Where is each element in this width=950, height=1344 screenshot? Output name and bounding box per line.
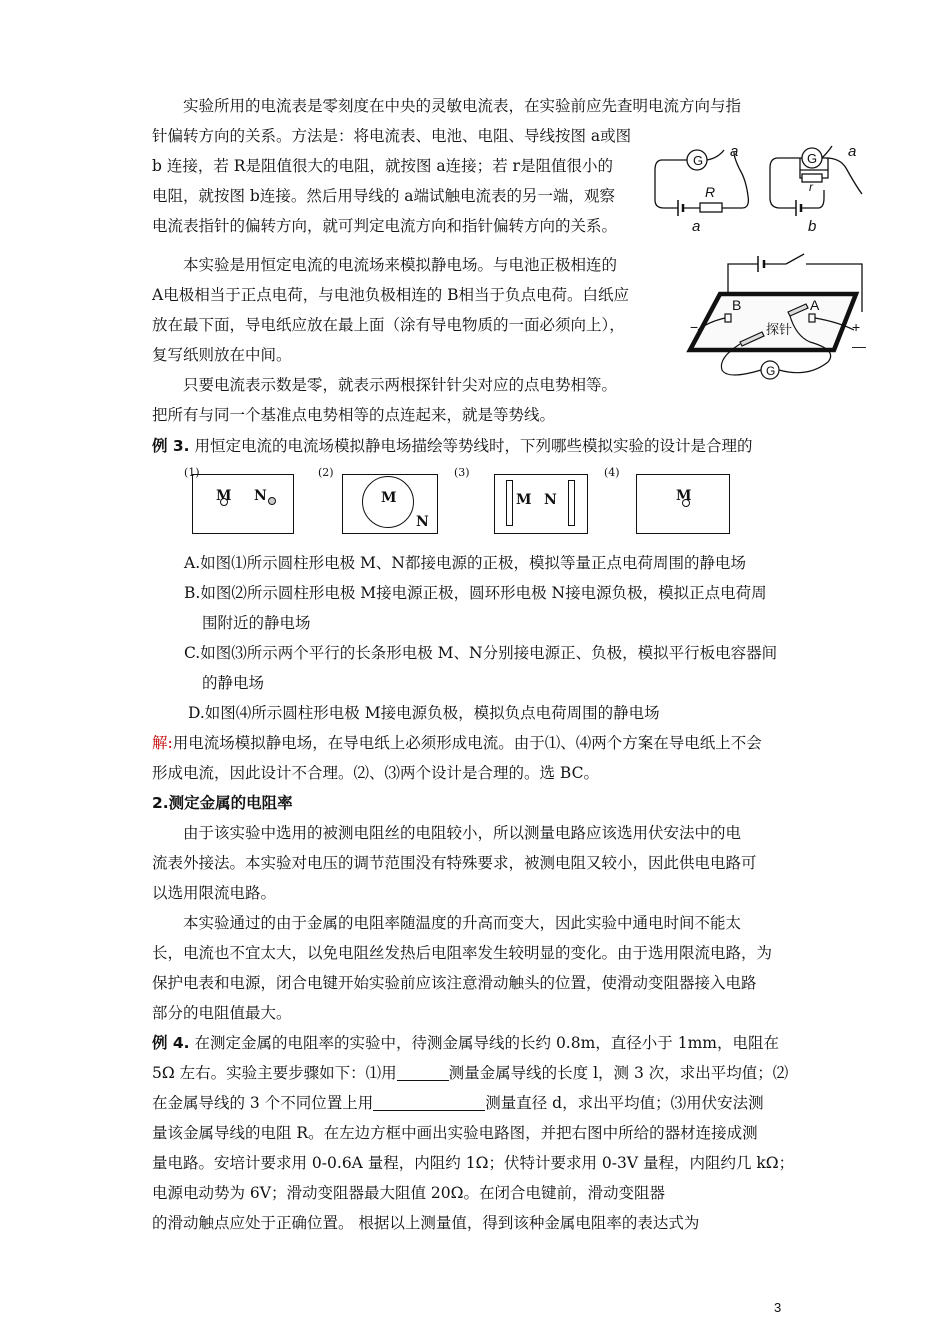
solution-label: 解: xyxy=(152,734,173,752)
text-line: 针偏转方向的关系。方法是：将电流表、电池、电阻、导线按图 a或图 xyxy=(152,127,632,145)
example3-question-text: 用恒定电流的电流场模拟静电场描绘等势线时，下列哪些模拟实验的设计是合理的 xyxy=(194,437,753,455)
figure-number: (4) xyxy=(604,466,620,479)
text-line: 放在最下面，导电纸应放在最上面（涂有导电物质的一面必须向上）， xyxy=(152,316,625,334)
electrode-n: N xyxy=(416,514,429,530)
example4-number: 例 4. xyxy=(152,1034,190,1052)
equipotential-setup-diagram xyxy=(678,250,878,390)
minus-label: — xyxy=(852,338,866,354)
text-line: b 连接，若 R是阻值很大的电阻，就按图 a连接；若 r是阻值很小的 xyxy=(152,157,613,175)
example4-line6: 电源电动势为 6V；滑动变阻器最大阻值 20Ω。在闭合电键前，滑动变阻器 xyxy=(152,1184,665,1202)
text-line: A电极相当于正点电荷，与电池负极相连的 B相当于负点电荷。白纸应 xyxy=(152,286,630,304)
example3-number: 例 3. xyxy=(152,437,190,455)
text-line: 电流表指针的偏转方向，就可判定电流方向和指针偏转方向的关系。 xyxy=(152,217,618,235)
text-line: 本实验通过的由于金属的电阻率随温度的升高而变大，因此实验中通电时间不能太 xyxy=(183,914,742,932)
plus-label: + xyxy=(852,319,861,335)
g-label-b: G xyxy=(807,151,818,166)
text-line: 保护电表和电源，闭合电键开始实验前应该注意滑动触头的位置，使滑动变阻器接入电路 xyxy=(152,974,757,992)
answer-blank-2[interactable] xyxy=(373,1092,485,1111)
electrode-m-dot xyxy=(220,498,228,506)
text-line: 长，电流也不宜太大，以免电阻丝发热后电阻率发生较明显的变化。由于选用限流电路，为 xyxy=(152,944,773,962)
text-line: 把所有与同一个基准点电势相等的点连起来，就是等势线。 xyxy=(152,406,556,424)
option-b-line1: B.如图⑵所示圆柱形电极 M接电源正极，圆环形电极 N接电源负极，模拟正点电荷周 xyxy=(184,584,767,602)
r-label-big: R xyxy=(705,184,716,200)
text-line: 实验所用的电流表是零刻度在中央的灵敏电流表，在实验前应先查明电流方向与指 xyxy=(183,97,742,115)
text-line: 以选用限流电路。 xyxy=(152,884,277,902)
section2 xyxy=(152,788,800,1028)
option-b-line2: 围附近的静电场 xyxy=(202,614,311,632)
electrode-b-label: B xyxy=(732,297,742,313)
field-simulation-paragraph xyxy=(152,250,664,400)
option-a: A.如图⑴所示圆柱形电极 M、N都接电源的正极，模拟等量正点电荷周围的静电场 xyxy=(184,554,746,572)
example4-line5: 量电路。安培计要求用 0-0.6A 量程，内阻约 1Ω；伏特计要求用 0-3V 量程，内阻约几 kΩ； xyxy=(152,1154,795,1172)
figure-number: (3) xyxy=(454,466,470,479)
text-line: 复写纸则放在中间。 xyxy=(152,346,292,364)
example4-line3a: 在金属导线的 3 个不同位置上用 xyxy=(152,1094,374,1112)
g-label-a: G xyxy=(693,153,704,168)
equipotential-line-sentence xyxy=(152,400,800,430)
strip-electrode-n xyxy=(568,480,575,526)
g-label-setup: G xyxy=(766,364,776,378)
option-c-line2: 的静电场 xyxy=(202,674,265,692)
electrode-n: N xyxy=(544,492,557,508)
electrode-m: M xyxy=(516,492,532,508)
solution-line2: 形成电流，因此设计不合理。⑵、⑶两个设计是合理的。选 BC。 xyxy=(152,764,599,782)
electrode-m-dot xyxy=(682,499,690,507)
probe-label: 探针 xyxy=(766,322,793,337)
text-line: 流表外接法。本实验对电压的调节范围没有特殊要求，被测电阻又较小，因此供电电路可 xyxy=(152,854,757,872)
example3-figure-3 xyxy=(454,466,594,534)
solution-line1: 用电流场模拟静电场，在导电纸上必须形成电流。由于⑴、⑷两个方案在导电纸上不会 xyxy=(172,734,762,752)
option-c-line1: C.如图⑶所示两个平行的长条形电极 M、N分别接电源正、负极，模拟平行板电容器间 xyxy=(184,644,778,662)
figure-number: (1) xyxy=(184,466,200,479)
a-label-top-left: a xyxy=(730,143,739,160)
intro-galvanometer-paragraph xyxy=(152,91,800,121)
electrode-m: M xyxy=(381,490,397,506)
example3-figure-2 xyxy=(318,466,438,534)
example3-solution xyxy=(152,728,800,788)
answer-blank-1[interactable] xyxy=(397,1062,449,1081)
example3-figure-1 xyxy=(184,466,294,534)
text-line: 只要电流表示数是零，就表示两根探针针尖对应的点电势相等。 xyxy=(183,376,618,394)
strip-electrode-m xyxy=(506,480,513,526)
electrode-n-dot xyxy=(268,497,276,505)
b-label-bottom: b xyxy=(808,218,817,235)
example4 xyxy=(152,1028,800,1238)
galvanometer-circuit-diagrams xyxy=(650,138,870,236)
example4-line2a: 5Ω 左右。实验主要步骤如下：⑴用 xyxy=(152,1064,397,1082)
text-line: 本实验是用恒定电流的电流场来模拟静电场。与电池正极相连的 xyxy=(183,256,618,274)
example4-line7: 的滑动触点应处于正确位置。 根据以上测量值，得到该种金属电阻率的表达式为 xyxy=(152,1214,700,1232)
electrode-m: M xyxy=(676,488,692,504)
example4-line4: 量该金属导线的电阻 R。在左边方框中画出实验电路图，并把右图中所给的器材连接成测 xyxy=(152,1124,758,1142)
r-label-small: r xyxy=(809,180,813,194)
text-line: 部分的电阻值最大。 xyxy=(152,1004,292,1022)
intro-galvanometer-paragraph-cont xyxy=(152,121,652,241)
example4-line2b: 测量金属导线的长度 l，测 3 次，求出平均值；⑵ xyxy=(448,1064,789,1082)
electrode-a-label: A xyxy=(810,297,820,313)
a-label-top-right: a xyxy=(848,143,857,160)
example4-line3b: 测量直径 d，求出平均值；⑶用伏安法测 xyxy=(485,1094,764,1112)
example3-options xyxy=(184,548,800,728)
example4-line1: 在测定金属的电阻率的实验中，待测金属导线的长约 0.8m，直径小于 1mm，电阻在 xyxy=(194,1034,779,1052)
option-d: D.如图⑷所示圆柱形电极 M接电源负极，模拟负点电荷周围的静电场 xyxy=(188,704,660,722)
page-number: 3 xyxy=(774,1300,782,1315)
figure-number: (2) xyxy=(318,466,334,479)
a-label-bottom: a xyxy=(692,218,701,235)
electrode-m: M xyxy=(216,488,232,504)
text-line: 由于该实验中选用的被测电阻丝的电阻较小，所以测量电路应该选用伏安法中的电 xyxy=(183,824,742,842)
text-line: 电阻，就按图 b连接。然后用导线的 a端试触电流表的另一端，观察 xyxy=(152,187,616,205)
section2-title: 2.测定金属的电阻率 xyxy=(152,794,293,812)
minus-label-left: − xyxy=(690,319,699,335)
example3-question xyxy=(152,431,800,461)
example3-figure-4 xyxy=(604,466,734,534)
electrode-n: N xyxy=(254,488,267,504)
